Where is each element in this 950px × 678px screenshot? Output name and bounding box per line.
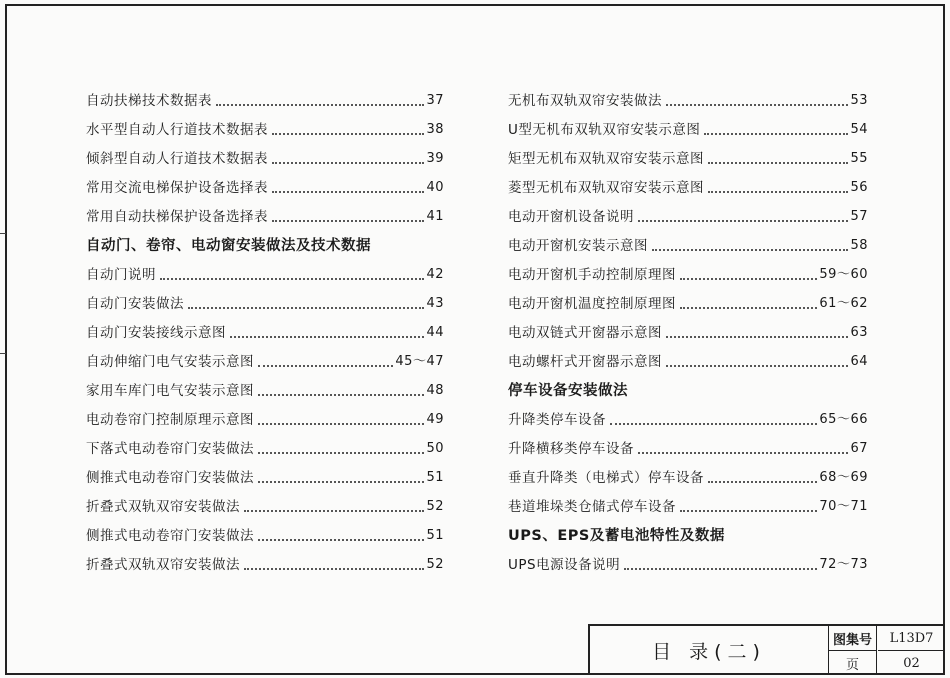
toc-entry-label: 巷道堆垛类仓储式停车设备 [508,499,676,515]
toc-entry-page: 51 [426,470,444,485]
dot-leader [188,307,424,309]
toc-entry[interactable] [86,312,444,341]
atlas-number-value: L13D7 [878,626,945,651]
toc-entry-page: 44 [426,325,444,340]
toc-entry-page: 48 [426,383,444,398]
toc-entry-page: 45～47 [395,354,444,369]
toc-entry-page: 38 [426,122,444,137]
title-block [588,624,945,675]
toc-entry[interactable] [508,80,868,109]
toc-entry[interactable] [508,138,868,167]
toc-entry[interactable] [86,399,444,428]
toc-entry-page: 59～60 [819,267,868,282]
toc-entry[interactable] [86,196,444,225]
dot-leader [704,133,848,135]
toc-entry[interactable] [86,544,444,573]
toc-entry[interactable] [86,370,444,399]
toc-entry[interactable] [86,283,444,312]
toc-entry[interactable] [508,283,868,312]
dot-leader [680,307,817,309]
dot-leader [258,481,424,483]
toc-entry-page: 40 [426,180,444,195]
toc-right-column [508,80,868,573]
dot-leader [272,162,424,164]
toc-entry[interactable] [508,341,868,370]
toc-entry-label: 侧推式电动卷帘门安装做法 [86,470,254,486]
dot-leader [638,220,848,222]
dot-leader [258,423,424,425]
toc-entry-label: 自动扶梯技术数据表 [86,93,212,109]
dot-leader [680,278,817,280]
toc-entry[interactable] [508,225,868,254]
toc-entry-label: 矩型无机布双轨双帘安装示意图 [508,151,704,167]
toc-entry[interactable] [508,196,868,225]
toc-entry-page: 65～66 [819,412,868,427]
toc-entry-page: 52 [426,499,444,514]
toc-entry-page: 39 [426,151,444,166]
toc-entry-page: 58 [850,238,868,253]
dot-leader [244,510,424,512]
dot-leader [244,568,424,570]
dot-leader [652,249,848,251]
toc-entry-page: 54 [850,122,868,137]
dot-leader [272,133,424,135]
toc-entry-page: 72～73 [819,557,868,572]
toc-entry-page: 70～71 [819,499,868,514]
toc-entry[interactable] [508,254,868,283]
toc-entry[interactable] [508,312,868,341]
toc-entry-label: 无机布双轨双帘安装做法 [508,93,662,109]
margin-tick [0,233,6,234]
toc-entry[interactable] [86,515,444,544]
toc-section-heading: 自动门、卷帘、电动窗安装做法及技术数据 [86,238,371,254]
toc-entry[interactable] [508,486,868,515]
atlas-number-label: 图集号 [829,626,877,651]
toc-entry-label: 电动开窗机温度控制原理图 [508,296,676,312]
toc-section-heading: 停车设备安装做法 [508,383,628,399]
dot-leader [708,481,817,483]
toc-left-column [86,80,444,573]
dot-leader [666,104,848,106]
toc-entry-label: 折叠式双轨双帘安装做法 [86,499,240,515]
toc-entry-label: 自动门说明 [86,267,156,283]
toc-entry-label: 家用车库门电气安装示意图 [86,383,254,399]
toc-entry-label: 升降类停车设备 [508,412,606,428]
toc-entry-label: 电动螺杆式开窗器示意图 [508,354,662,370]
toc-entry[interactable] [86,167,444,196]
margin-tick [0,353,6,354]
toc-entry-page: 68～69 [819,470,868,485]
toc-section-heading: UPS、EPS及蓄电池特性及数据 [508,528,725,544]
dot-leader [258,394,424,396]
toc-entry-page: 49 [426,412,444,427]
toc-entry-page: 41 [426,209,444,224]
toc-entry-label: U型无机布双轨双帘安装示意图 [508,122,701,138]
dot-leader [610,423,817,425]
dot-leader [272,220,424,222]
toc-entry-label: 自动门安装做法 [86,296,184,312]
toc-entry-label: UPS电源设备说明 [508,557,621,573]
toc-entry[interactable] [508,399,868,428]
toc-entry-label: 常用自动扶梯保护设备选择表 [86,209,268,225]
toc-entry-label: 电动开窗机手动控制原理图 [508,267,676,283]
toc-entry-page: 50 [426,441,444,456]
toc-entry[interactable] [86,341,444,370]
dot-leader [216,104,424,106]
dot-leader [160,278,424,280]
toc-entry[interactable] [86,80,444,109]
dot-leader [680,510,817,512]
dot-leader [638,452,848,454]
toc-entry-label: 常用交流电梯保护设备选择表 [86,180,268,196]
toc-entry[interactable] [508,457,868,486]
toc-entry-label: 电动开窗机安装示意图 [508,238,648,254]
toc-entry-label: 折叠式双轨双帘安装做法 [86,557,240,573]
toc-entry[interactable] [86,254,444,283]
toc-entry-page: 52 [426,557,444,572]
dot-leader [230,336,424,338]
toc-entry-page: 57 [850,209,868,224]
toc-entry[interactable] [508,428,868,457]
toc-entry-page: 55 [850,151,868,166]
dot-leader [258,539,424,541]
dot-leader [624,568,817,570]
document-title: 目 录(二) [590,626,829,675]
page-label: 页 [829,651,877,675]
toc-entry-page: 63 [850,325,868,340]
toc-entry-page: 42 [426,267,444,282]
toc-entry-label: 电动卷帘门控制原理示意图 [86,412,254,428]
toc-entry-label: 水平型自动人行道技术数据表 [86,122,268,138]
toc-entry-page: 56 [850,180,868,195]
toc-entry-page: 64 [850,354,868,369]
toc-entry-label: 电动开窗机设备说明 [508,209,634,225]
toc-entry-label: 电动双链式开窗器示意图 [508,325,662,341]
toc-entry-label: 自动伸缩门电气安装示意图 [86,354,254,370]
dot-leader [666,365,848,367]
toc-entry-label: 自动门安装接线示意图 [86,325,226,341]
dot-leader [708,191,848,193]
page-number: 02 [903,655,920,671]
toc-entry[interactable] [86,457,444,486]
toc-entry-page: 53 [850,93,868,108]
toc-entry[interactable] [508,167,868,196]
toc-entry[interactable] [508,544,868,573]
toc-entry-page: 67 [850,441,868,456]
dot-leader [258,365,393,367]
toc-entry-page: 61～62 [819,296,868,311]
toc-entry-label: 倾斜型自动人行道技术数据表 [86,151,268,167]
toc-entry-page: 37 [426,93,444,108]
dot-leader [272,191,424,193]
toc-entry-label: 垂直升降类（电梯式）停车设备 [508,470,704,486]
dot-leader [708,162,848,164]
dot-leader [258,452,424,454]
toc-entry-page: 51 [426,528,444,543]
toc-entry-label: 侧推式电动卷帘门安装做法 [86,528,254,544]
dot-leader [666,336,848,338]
toc-entry[interactable] [508,109,868,138]
toc-entry[interactable] [86,109,444,138]
toc-entry[interactable] [86,428,444,457]
toc-entry-label: 菱型无机布双轨双帘安装示意图 [508,180,704,196]
toc-entry-label: 升降横移类停车设备 [508,441,634,457]
toc-entry[interactable] [86,486,444,515]
toc-entry-label: 下落式电动卷帘门安装做法 [86,441,254,457]
toc-entry[interactable] [86,138,444,167]
toc-entry-page: 43 [426,296,444,311]
